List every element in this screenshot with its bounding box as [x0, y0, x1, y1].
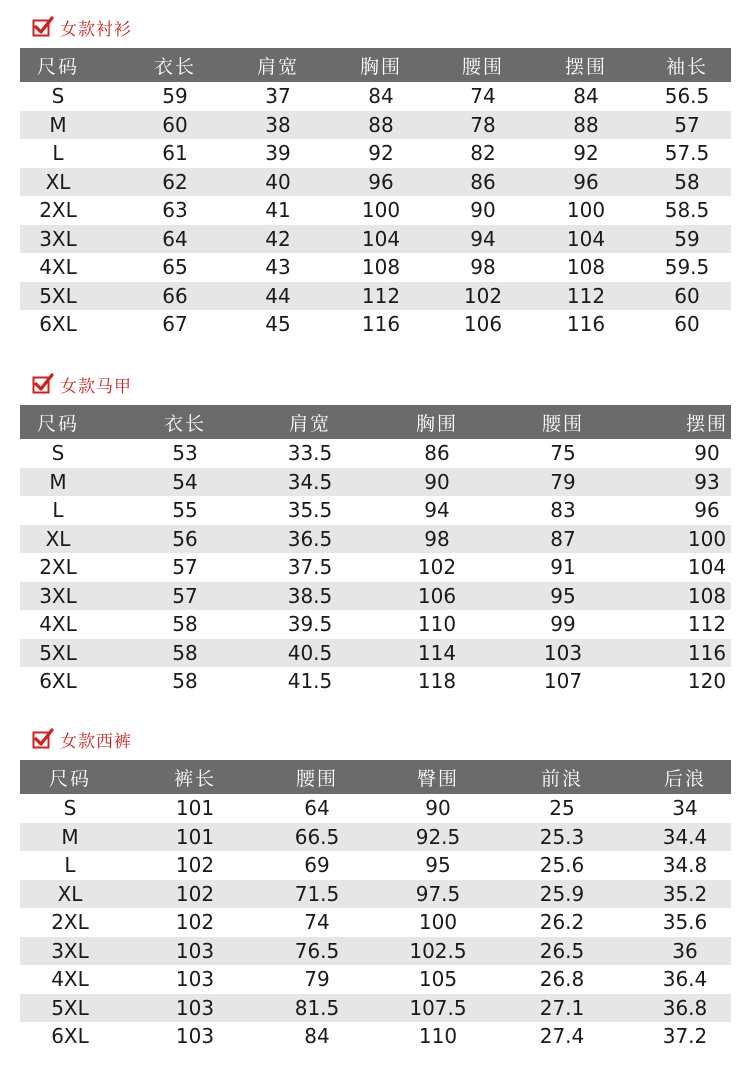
size-cell: 5XL	[39, 640, 77, 665]
value-cell: 92.5	[415, 824, 461, 849]
value-cell: 57.5	[664, 141, 710, 166]
value-cell: 57	[172, 555, 198, 580]
value-cell: 98	[470, 255, 496, 280]
header-cell: 衣长	[153, 55, 196, 78]
table-row	[20, 439, 731, 468]
value-cell: 103	[175, 938, 215, 963]
value-cell: 27.1	[539, 995, 585, 1020]
value-cell: 90	[424, 469, 450, 494]
value-cell: 62	[162, 169, 188, 194]
table-row	[20, 468, 731, 497]
table-row	[20, 111, 731, 140]
section-womens-trousers	[20, 722, 731, 1051]
value-cell: 36.8	[662, 995, 708, 1020]
value-cell: 91	[550, 555, 576, 580]
value-cell: 38.5	[287, 583, 333, 608]
size-cell: 5XL	[51, 995, 89, 1020]
value-cell: 116	[687, 640, 727, 665]
value-cell: 34.5	[287, 469, 333, 494]
header-cell: 腰围	[295, 767, 338, 790]
value-cell: 107	[543, 669, 583, 694]
table-row	[20, 639, 731, 668]
value-cell: 36.4	[662, 967, 708, 992]
value-cell: 81.5	[294, 995, 340, 1020]
value-cell: 34.4	[662, 824, 708, 849]
checkbox-checked-icon	[32, 373, 54, 395]
header-cell: 摆围	[564, 55, 607, 78]
table-row	[20, 253, 731, 282]
value-cell: 87	[550, 526, 576, 551]
value-cell: 66.5	[294, 824, 340, 849]
value-cell: 57	[172, 583, 198, 608]
value-cell: 61	[162, 141, 188, 166]
table-row	[20, 310, 731, 339]
size-cell: L	[52, 498, 64, 523]
value-cell: 60	[162, 112, 188, 137]
value-cell: 66	[162, 283, 188, 308]
section-title	[20, 722, 731, 756]
value-cell: 57	[674, 112, 700, 137]
value-cell: 101	[175, 824, 215, 849]
header-cell: 尺码	[36, 55, 79, 78]
section-title	[20, 10, 731, 44]
size-table	[20, 405, 731, 696]
value-cell: 37	[265, 84, 291, 109]
size-cell: XL	[45, 169, 71, 194]
value-cell: 55	[172, 498, 198, 523]
value-cell: 36	[672, 938, 698, 963]
checkbox-checked-icon	[32, 728, 54, 750]
value-cell: 112	[687, 612, 727, 637]
value-cell: 88	[573, 112, 599, 137]
table-row	[20, 525, 731, 554]
section-title-text: 女款衬衫	[60, 19, 132, 40]
value-cell: 39.5	[287, 612, 333, 637]
value-cell: 105	[418, 967, 458, 992]
size-cell: 2XL	[39, 555, 77, 580]
table-row	[20, 553, 731, 582]
value-cell: 107.5	[409, 995, 467, 1020]
header-cell: 后浪	[663, 767, 706, 790]
size-cell: 2XL	[51, 910, 89, 935]
value-cell: 88	[368, 112, 394, 137]
value-cell: 84	[368, 84, 394, 109]
size-cell: 3XL	[39, 226, 77, 251]
table-row	[20, 823, 731, 852]
table-row	[20, 496, 731, 525]
value-cell: 102	[175, 910, 215, 935]
size-cell: M	[49, 469, 67, 494]
header-cell: 裤长	[173, 767, 216, 790]
value-cell: 120	[687, 669, 727, 694]
value-cell: 103	[175, 1024, 215, 1049]
table-row	[20, 1022, 731, 1051]
size-cell: 3XL	[39, 583, 77, 608]
value-cell: 60	[674, 283, 700, 308]
table-row	[20, 82, 731, 111]
value-cell: 71.5	[294, 881, 340, 906]
value-cell: 26.5	[539, 938, 585, 963]
value-cell: 64	[304, 796, 330, 821]
size-cell: XL	[45, 526, 71, 551]
table-row	[20, 168, 731, 197]
table-row	[20, 994, 731, 1023]
value-cell: 102.5	[409, 938, 467, 963]
value-cell: 40	[265, 169, 291, 194]
value-cell: 84	[573, 84, 599, 109]
size-cell: 4XL	[39, 255, 77, 280]
value-cell: 74	[304, 910, 330, 935]
value-cell: 76.5	[294, 938, 340, 963]
size-cell: 6XL	[51, 1024, 89, 1049]
value-cell: 38	[265, 112, 291, 137]
value-cell: 90	[470, 198, 496, 223]
value-cell: 96	[573, 169, 599, 194]
value-cell: 25.3	[539, 824, 585, 849]
value-cell: 41.5	[287, 669, 333, 694]
value-cell: 100	[687, 526, 727, 551]
header-cell: 腰围	[541, 412, 584, 435]
size-cell: S	[51, 84, 65, 109]
value-cell: 41	[265, 198, 291, 223]
value-cell: 95	[425, 853, 451, 878]
value-cell: 43	[265, 255, 291, 280]
value-cell: 96	[368, 169, 394, 194]
value-cell: 92	[368, 141, 394, 166]
value-cell: 103	[543, 640, 583, 665]
value-cell: 40.5	[287, 640, 333, 665]
size-cell: 4XL	[39, 612, 77, 637]
value-cell: 101	[175, 796, 215, 821]
header-cell: 尺码	[36, 412, 79, 435]
table-row	[20, 139, 731, 168]
size-cell: 2XL	[39, 198, 77, 223]
value-cell: 25	[549, 796, 575, 821]
table-row	[20, 937, 731, 966]
checkbox-checked-icon	[32, 16, 54, 38]
value-cell: 39	[265, 141, 291, 166]
value-cell: 104	[361, 226, 401, 251]
size-cell: M	[49, 112, 67, 137]
value-cell: 103	[175, 995, 215, 1020]
header-cell: 摆围	[685, 412, 728, 435]
table-row	[20, 880, 731, 909]
header-cell: 肩宽	[288, 412, 331, 435]
table-row	[20, 908, 731, 937]
value-cell: 110	[418, 1024, 458, 1049]
size-cell: S	[63, 796, 77, 821]
header-cell: 衣长	[163, 412, 206, 435]
value-cell: 69	[304, 853, 330, 878]
table-header	[20, 405, 731, 439]
value-cell: 84	[304, 1024, 330, 1049]
value-cell: 58	[674, 169, 700, 194]
value-cell: 79	[304, 967, 330, 992]
value-cell: 59	[162, 84, 188, 109]
value-cell: 114	[417, 640, 457, 665]
value-cell: 112	[566, 283, 606, 308]
value-cell: 97.5	[415, 881, 461, 906]
value-cell: 34.8	[662, 853, 708, 878]
value-cell: 100	[361, 198, 401, 223]
value-cell: 36.5	[287, 526, 333, 551]
value-cell: 35.5	[287, 498, 333, 523]
value-cell: 44	[265, 283, 291, 308]
value-cell: 108	[566, 255, 606, 280]
value-cell: 86	[424, 441, 450, 466]
value-cell: 93	[694, 469, 720, 494]
value-cell: 35.6	[662, 910, 708, 935]
value-cell: 92	[573, 141, 599, 166]
table-header	[20, 48, 731, 82]
value-cell: 94	[470, 226, 496, 251]
value-cell: 67	[162, 312, 188, 337]
value-cell: 118	[417, 669, 457, 694]
value-cell: 58	[172, 669, 198, 694]
value-cell: 42	[265, 226, 291, 251]
value-cell: 116	[566, 312, 606, 337]
value-cell: 90	[694, 441, 720, 466]
value-cell: 74	[470, 84, 496, 109]
size-table	[20, 760, 731, 1051]
header-cell: 臀围	[416, 767, 459, 790]
value-cell: 78	[470, 112, 496, 137]
section-title	[20, 367, 731, 401]
size-cell: 4XL	[51, 967, 89, 992]
size-cell: 6XL	[39, 312, 77, 337]
value-cell: 33.5	[287, 441, 333, 466]
value-cell: 59.5	[664, 255, 710, 280]
value-cell: 106	[463, 312, 503, 337]
table-row	[20, 196, 731, 225]
value-cell: 106	[417, 583, 457, 608]
size-cell: 6XL	[39, 669, 77, 694]
value-cell: 37.2	[662, 1024, 708, 1049]
size-cell: L	[64, 853, 76, 878]
value-cell: 37.5	[287, 555, 333, 580]
header-cell: 袖长	[665, 55, 708, 78]
header-cell: 胸围	[415, 412, 458, 435]
value-cell: 56	[172, 526, 198, 551]
header-cell: 胸围	[359, 55, 402, 78]
table-row	[20, 582, 731, 611]
header-cell: 尺码	[48, 767, 91, 790]
value-cell: 95	[550, 583, 576, 608]
value-cell: 26.2	[539, 910, 585, 935]
table-row	[20, 667, 731, 696]
header-cell: 前浪	[540, 767, 583, 790]
section-title-text: 女款西裤	[60, 731, 132, 752]
value-cell: 94	[424, 498, 450, 523]
header-cell: 肩宽	[256, 55, 299, 78]
value-cell: 104	[566, 226, 606, 251]
value-cell: 108	[361, 255, 401, 280]
value-cell: 90	[425, 796, 451, 821]
value-cell: 102	[175, 853, 215, 878]
size-cell: 3XL	[51, 938, 89, 963]
value-cell: 100	[566, 198, 606, 223]
table-row	[20, 965, 731, 994]
table-row	[20, 851, 731, 880]
value-cell: 116	[361, 312, 401, 337]
value-cell: 45	[265, 312, 291, 337]
table-row	[20, 610, 731, 639]
table-row	[20, 225, 731, 254]
size-cell: S	[51, 441, 65, 466]
size-cell: 5XL	[39, 283, 77, 308]
value-cell: 96	[694, 498, 720, 523]
value-cell: 58	[172, 612, 198, 637]
value-cell: 79	[550, 469, 576, 494]
value-cell: 60	[674, 312, 700, 337]
value-cell: 25.9	[539, 881, 585, 906]
value-cell: 27.4	[539, 1024, 585, 1049]
value-cell: 82	[470, 141, 496, 166]
value-cell: 54	[172, 469, 198, 494]
value-cell: 64	[162, 226, 188, 251]
size-cell: L	[52, 141, 64, 166]
value-cell: 102	[417, 555, 457, 580]
value-cell: 65	[162, 255, 188, 280]
value-cell: 58.5	[664, 198, 710, 223]
size-cell: M	[61, 824, 79, 849]
value-cell: 102	[463, 283, 503, 308]
value-cell: 108	[687, 583, 727, 608]
value-cell: 59	[674, 226, 700, 251]
value-cell: 58	[172, 640, 198, 665]
value-cell: 25.6	[539, 853, 585, 878]
table-header	[20, 760, 731, 794]
section-womens-vest	[20, 367, 731, 696]
value-cell: 100	[418, 910, 458, 935]
value-cell: 75	[550, 441, 576, 466]
section-womens-shirt	[20, 10, 731, 339]
table-row	[20, 282, 731, 311]
value-cell: 112	[361, 283, 401, 308]
value-cell: 110	[417, 612, 457, 637]
table-row	[20, 794, 731, 823]
value-cell: 86	[470, 169, 496, 194]
value-cell: 53	[172, 441, 198, 466]
value-cell: 102	[175, 881, 215, 906]
size-table	[20, 48, 731, 339]
value-cell: 35.2	[662, 881, 708, 906]
value-cell: 34	[672, 796, 698, 821]
value-cell: 26.8	[539, 967, 585, 992]
size-cell: XL	[57, 881, 83, 906]
value-cell: 104	[687, 555, 727, 580]
section-title-text: 女款马甲	[60, 376, 132, 397]
value-cell: 63	[162, 198, 188, 223]
value-cell: 103	[175, 967, 215, 992]
value-cell: 98	[424, 526, 450, 551]
header-cell: 腰围	[461, 55, 504, 78]
value-cell: 83	[550, 498, 576, 523]
value-cell: 56.5	[664, 84, 710, 109]
value-cell: 99	[550, 612, 576, 637]
